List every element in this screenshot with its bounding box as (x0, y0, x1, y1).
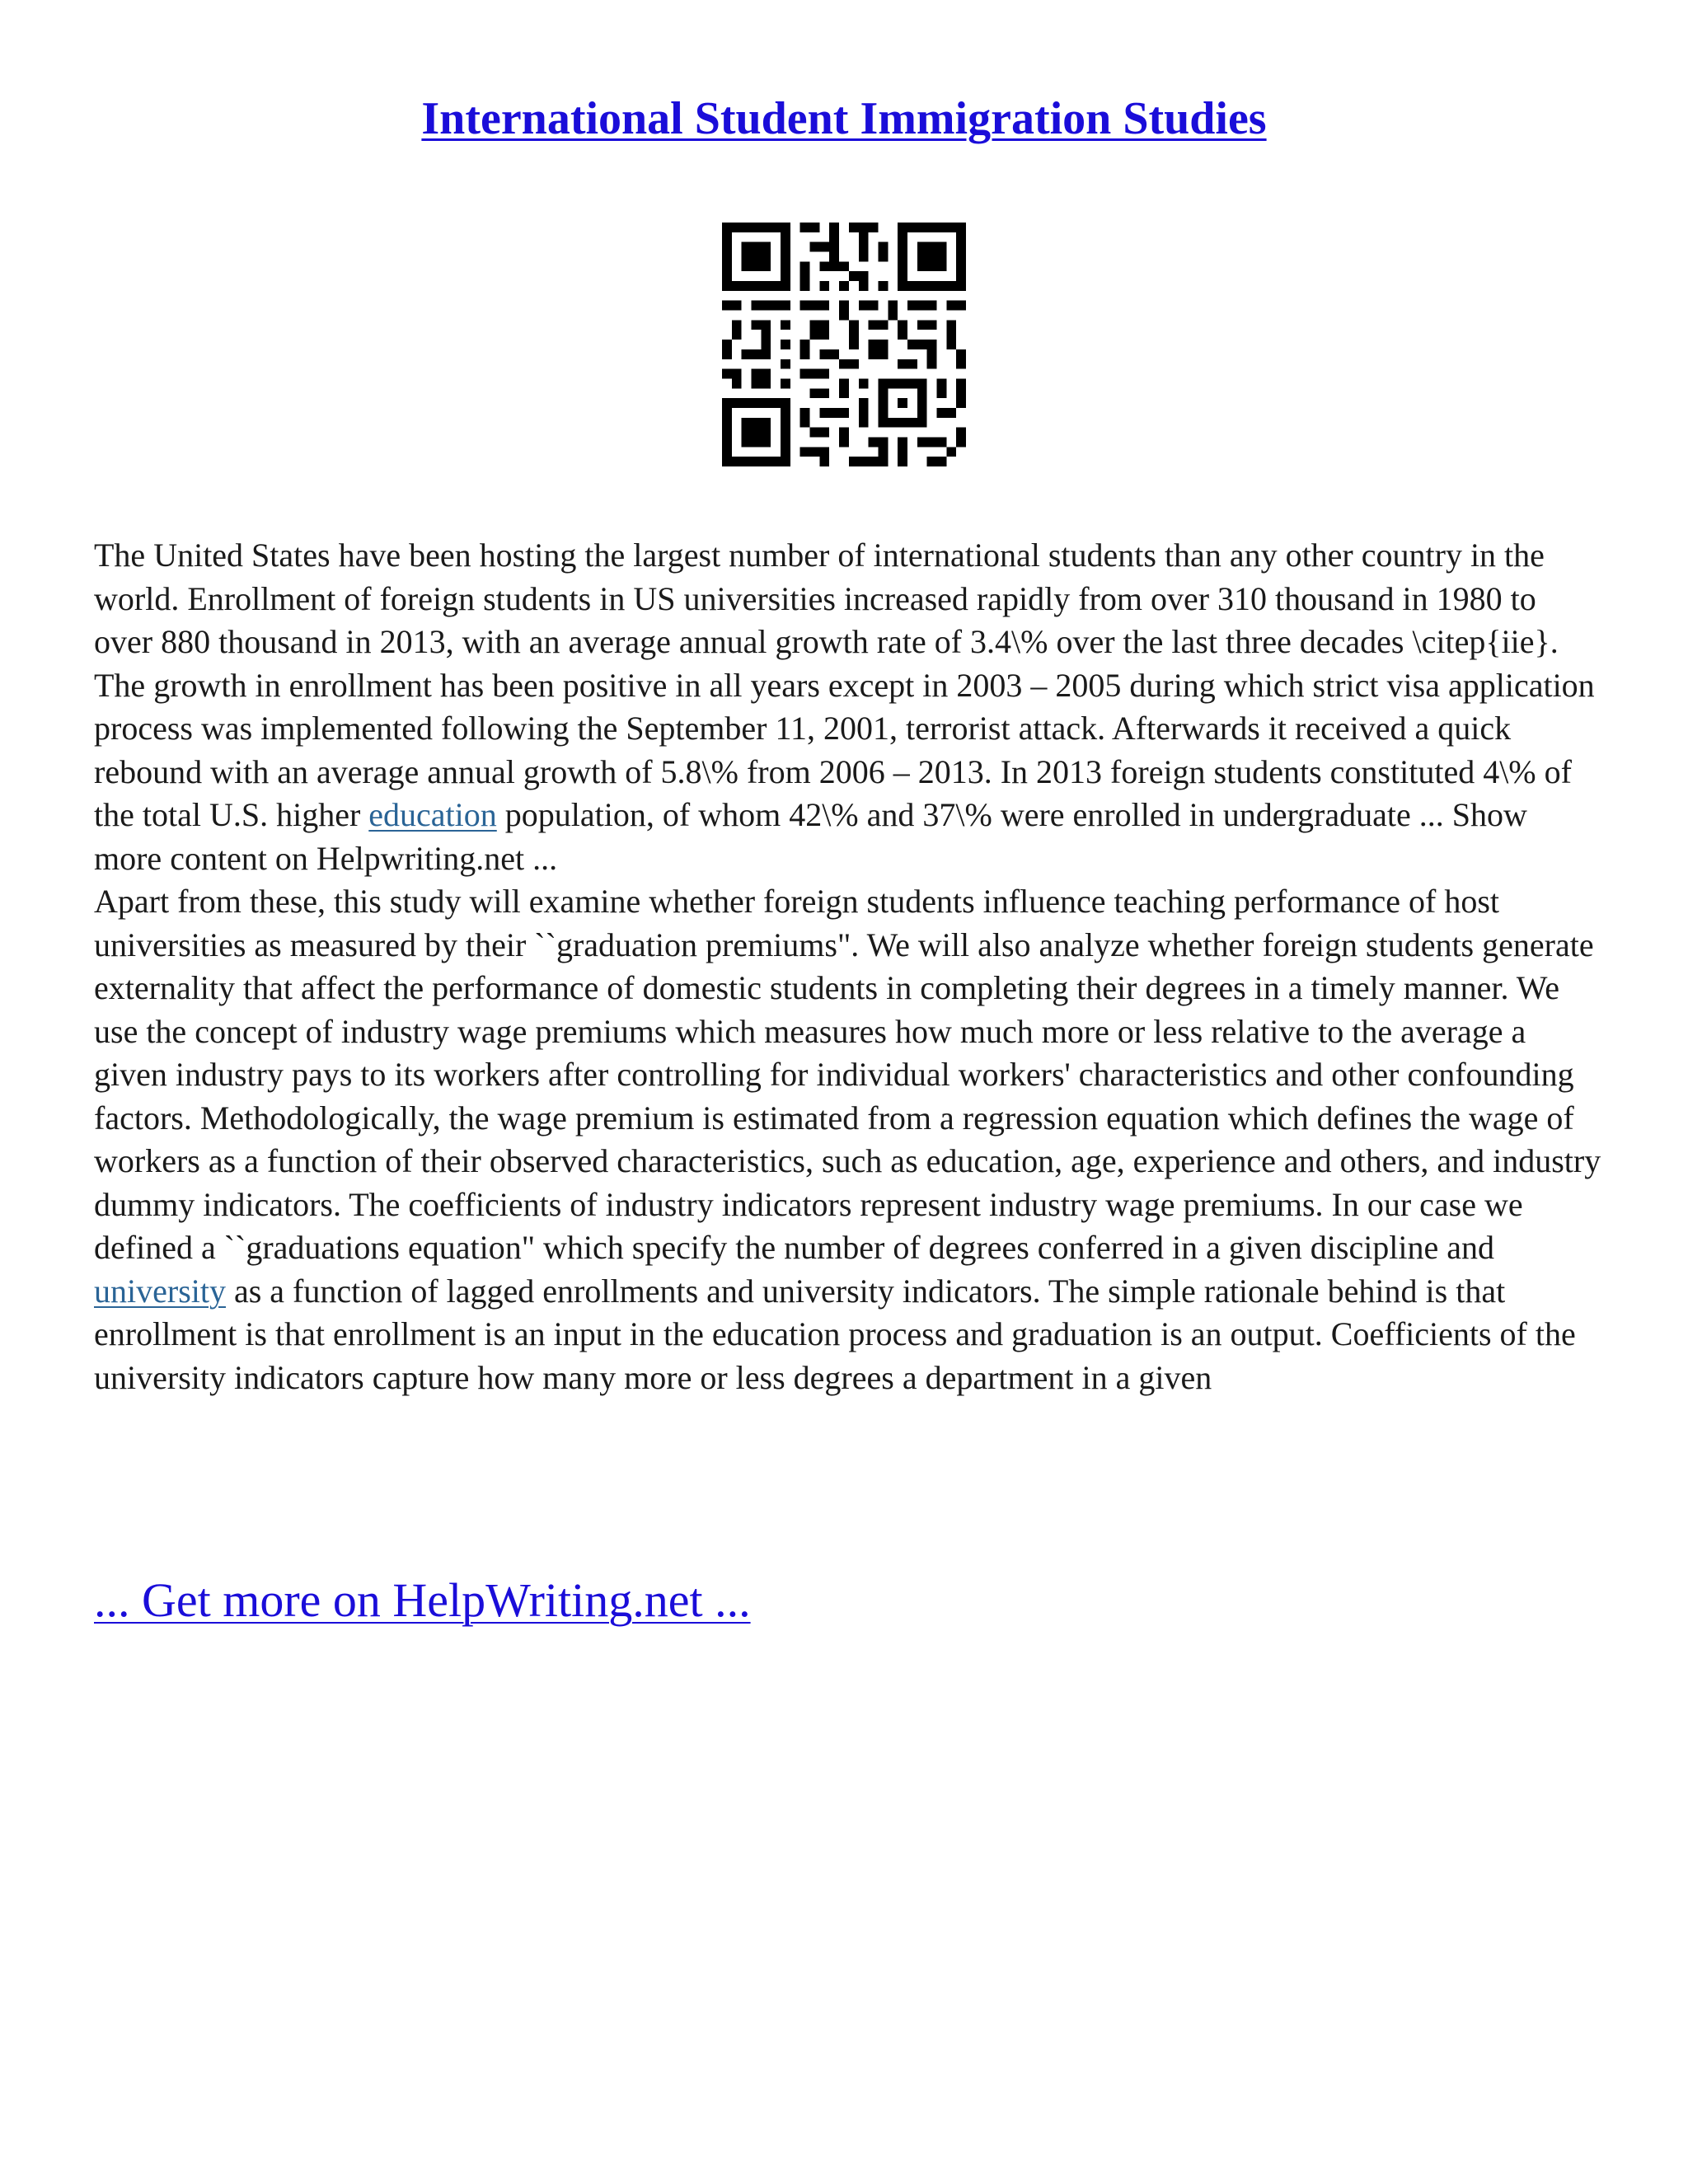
qr-code-icon (722, 223, 966, 466)
education-link[interactable]: education (368, 796, 497, 833)
get-more-section (94, 1571, 751, 1630)
get-more-link[interactable]: ... Get more on HelpWriting.net ... (94, 1573, 751, 1627)
paragraph-1 (94, 534, 1602, 880)
paragraph-2 (94, 880, 1602, 1399)
page-title (0, 89, 1688, 148)
article-body (94, 534, 1602, 1399)
paragraph-1-text-end: population, of whom 42\% and 37\% were enrolled in undergraduate ... Show more content on Helpwriting.net ... (94, 796, 1527, 877)
university-link[interactable]: university (94, 1272, 226, 1310)
paragraph-2-text-start: Apart from these, this study will examine whether foreign students influence teaching performance of host universities as measured by their ``graduation premiums". We will also analyze whether foreign students generate externality that affect the performance of domestic students in completing their degrees in a timely manner. We use the concept of industry wage premiums which measures how much more or less relative to the average a given industry pays to its workers after controlling for individual workers' characteristics and other confounding factors. Methodologically, the wage premium is estimated from a regression equation which defines the wage of workers as a function of their observed characteristics, such as education, age, experience and others, and industry dummy indicators. The coefficients of industry indicators represent industry wage premiums. In our case we defined a ``graduations equation" which specify the number of degrees conferred in a given discipline and (94, 883, 1601, 1266)
paragraph-1-text-start: The United States have been hosting the largest number of international students than any other country in the world. Enrollment of foreign students in US universities increased rapidly from over 310 thousand in 1980 to over 880 thousand in 2013, with an average annual growth rate of 3.4\% over the last three decades \citep{iie}. The growth in enrollment has been positive in all years except in 2003 – 2005 during which strict visa application process was implemented following the September 11, 2001, terrorist attack. Afterwards it received a quick rebound with an average annual growth of 5.8\% from 2006 – 2013. In 2013 foreign students constituted 4\% of the total U.S. higher (94, 537, 1595, 833)
title-link[interactable]: International Student Immigration Studies (421, 93, 1267, 144)
paragraph-2-text-end: as a function of lagged enrollments and university indicators. The simple rationale behind is that enrollment is that enrollment is an input in the education process and graduation is an output. Coefficients of the university indicators capture how many more or less degrees a department in a given (94, 1272, 1576, 1396)
